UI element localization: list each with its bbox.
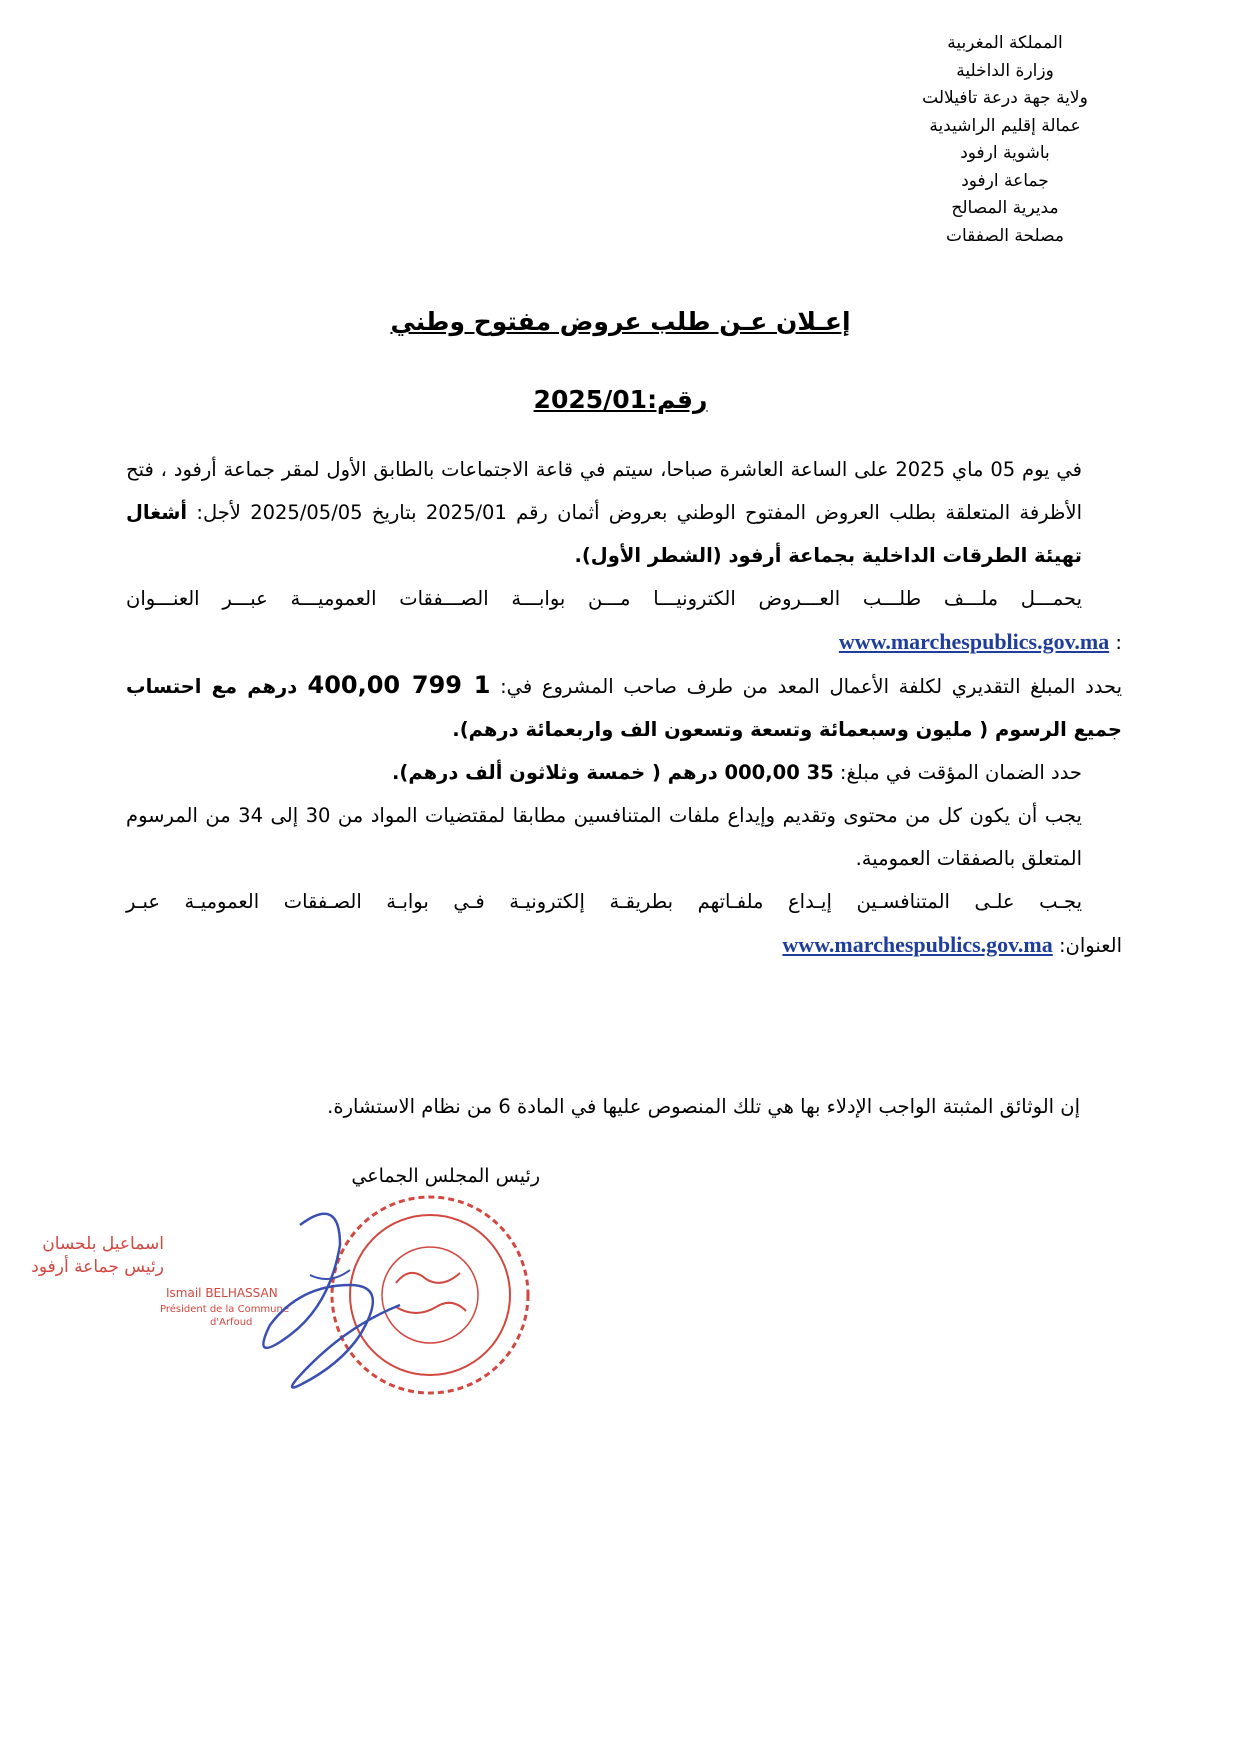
page-title: إعـلان عـن طلب عروض مفتوح وطني <box>390 307 851 336</box>
header-line: مديرية المصالح <box>951 198 1059 218</box>
opening-text: في يوم 05 ماي 2025 على الساعة العاشرة صباحا، سيتم في قاعة الاجتماعات بالطابق الأول لمقر جماعة أرفود ، فتح الأظرفة المتعلقة بطلب العروض المفتوح الوطني بعروض أثمان رقم 2025/01 بتاريخ 2025/05/05 لأجل: <box>126 458 1083 524</box>
header-line: عمالة إقليم الراشيدية <box>929 115 1081 136</box>
estimate-words: درهم مع احتساب جميع الرسوم ( مليون وسبعمائة وتسعة وتسعون الف واربعمائة درهم). <box>126 675 1122 741</box>
announcement-body <box>126 448 1122 967</box>
paragraph-download <box>126 577 1122 620</box>
estimate-amount: 1 799 400,00 <box>307 671 491 699</box>
paragraph-submission <box>126 880 1122 923</box>
download-text: يحمـــل ملـــف طلـــب العـــروض الكترونيـــا مـــن بوابـــة الصـــفقات العموميـــة عبـــر العنـــوان <box>126 587 1082 610</box>
header-line: جماعة ارفود <box>961 170 1049 191</box>
colon: : <box>1115 631 1122 654</box>
stamp-signature-graphic <box>31 1165 540 1415</box>
guarantee-text: حدد الضمان المؤقت في مبلغ: <box>833 761 1082 784</box>
header-line: باشوية ارفود <box>960 143 1050 163</box>
paragraph-submission-link <box>126 923 1122 967</box>
paragraph-download-link <box>126 620 1122 664</box>
header-block <box>880 30 1130 250</box>
stamp-role-ar: رئيس جماعة أرفود <box>31 1257 164 1277</box>
guarantee-amount: 35 000,00 درهم ( خمسة وثلاثون ألف درهم). <box>392 761 834 784</box>
estimate-text: يحدد المبلغ التقديري لكلفة الأعمال المعد من طرف صاحب المشروع في: <box>490 675 1123 698</box>
conformity-text: يجب أن يكون كل من محتوى وتقديم وإيداع ملفات المتنافسين مطابقا لمقتضيات المواد من 30 إلى 34 من المرسوم المتعلق بالصفقات العمومية. <box>126 804 1082 870</box>
portal-link[interactable]: www.marchespublics.gov.ma <box>782 932 1053 957</box>
header-line: مصلحة الصفقات <box>946 225 1064 246</box>
signature-area <box>31 1165 540 1415</box>
portal-link[interactable]: www.marchespublics.gov.ma <box>838 629 1110 654</box>
stamp-place-fr: d'Arfoud <box>210 1317 253 1328</box>
announcement-number: رقم:2025/01 <box>533 385 708 414</box>
official-stamp-icon <box>31 1197 528 1393</box>
closing-note: إن الوثائق المثبتة الواجب الإدلاء بها هي تلك المنصوص عليها في المادة 6 من نظام الاستشارة. <box>327 1095 1080 1118</box>
address-label: العنوان: <box>1052 934 1122 957</box>
paragraph-estimate <box>126 664 1122 751</box>
header-line: ولاية جهة درعة تافيلالت <box>922 88 1088 108</box>
project-title: أشغال تهيئة الطرقات الداخلية بجماعة أرفود (الشطر الأول). <box>126 501 1082 567</box>
stamp-name-ar: اسماعيل بلحسان <box>42 1234 164 1254</box>
stamp-name-fr: Ismail BELHASSAN <box>166 1286 278 1300</box>
header-line: المملكة المغربية <box>947 33 1063 53</box>
stamp-role-fr: Président de la Commune <box>160 1304 289 1315</box>
paragraph-conformity <box>126 794 1122 880</box>
header-line: وزارة الداخلية <box>956 60 1054 81</box>
paragraph-guarantee <box>126 751 1122 794</box>
submission-text: يجـب علـى المتنافسـين إيـداع ملفـاتهم بطريقـة إلكترونيـة فـي بوابـة الصـفقات العموميـة عبـر <box>126 890 1082 913</box>
paragraph-opening <box>126 448 1122 577</box>
signatory-title: رئيس المجلس الجماعي <box>351 1165 540 1187</box>
